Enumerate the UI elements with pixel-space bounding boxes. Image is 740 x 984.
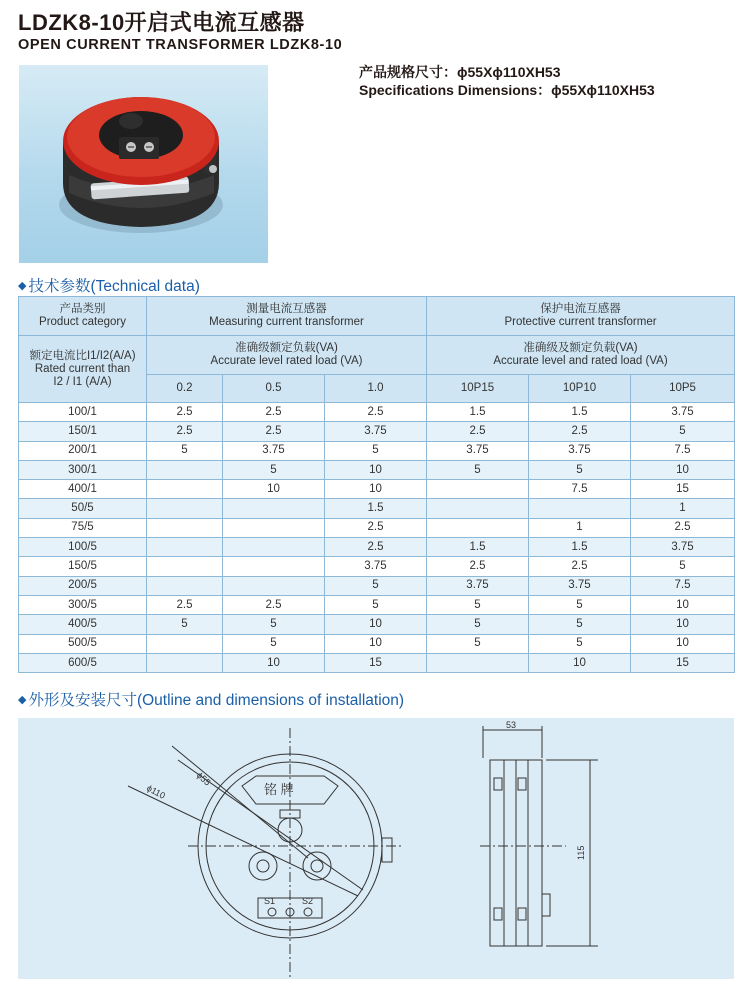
load-cell: 15 xyxy=(631,480,735,499)
load-cell: 15 xyxy=(631,653,735,672)
load-cell: 5 xyxy=(631,557,735,576)
table-row xyxy=(19,634,735,653)
load-cell: 5 xyxy=(631,422,735,441)
side-slot xyxy=(494,908,502,920)
dim-phi55-label: ϕ55 xyxy=(194,770,213,788)
load-cell: 5 xyxy=(325,576,427,595)
header-product-category: 产品类别 Product category xyxy=(19,297,147,336)
load-cell xyxy=(223,499,325,518)
table-row xyxy=(19,460,735,479)
load-cell: 10 xyxy=(223,653,325,672)
load-cell xyxy=(147,480,223,499)
class-cell: 1.0 xyxy=(325,374,427,402)
load-cell: 1.5 xyxy=(529,403,631,422)
table-row xyxy=(19,518,735,537)
page-title: LDZK8-10开启式电流互感器 xyxy=(18,10,305,35)
side-slot xyxy=(494,778,502,790)
load-cell: 10 xyxy=(325,634,427,653)
load-cell xyxy=(147,653,223,672)
nameplate-label: 铭 牌 xyxy=(264,782,294,797)
table-row xyxy=(19,653,735,672)
table-row xyxy=(19,441,735,460)
load-cell: 10 xyxy=(631,615,735,634)
class-cell: 10P10 xyxy=(529,374,631,402)
page-subtitle: OPEN CURRENT TRANSFORMER LDZK8-10 xyxy=(18,37,343,53)
table-row xyxy=(19,538,735,557)
class-cell: 0.2 xyxy=(147,374,223,402)
load-cell: 5 xyxy=(223,460,325,479)
hole-left-inner xyxy=(257,860,269,872)
load-cell: 2.5 xyxy=(427,557,529,576)
load-cell: 5 xyxy=(427,595,529,614)
table-row xyxy=(19,557,735,576)
dim-phi110-label: ϕ110 xyxy=(145,782,167,801)
dim-width-label: 53 xyxy=(506,720,517,730)
load-cell: 10 xyxy=(529,653,631,672)
load-cell: 2.5 xyxy=(529,557,631,576)
load-cell: 1 xyxy=(529,518,631,537)
load-cell xyxy=(147,518,223,537)
load-cell xyxy=(147,460,223,479)
load-cell: 2.5 xyxy=(223,422,325,441)
outline-drawing-svg xyxy=(18,718,734,979)
load-cell xyxy=(223,576,325,595)
load-cell: 5 xyxy=(147,615,223,634)
hole-left xyxy=(249,852,277,880)
ratio-cell: 500/5 xyxy=(19,634,147,653)
load-cell: 7.5 xyxy=(529,480,631,499)
class-cell: 0.5 xyxy=(223,374,325,402)
load-cell xyxy=(223,538,325,557)
dim-line-55 xyxy=(172,746,308,858)
load-cell xyxy=(223,518,325,537)
load-cell: 2.5 xyxy=(223,595,325,614)
load-cell: 10 xyxy=(631,460,735,479)
spec-line-en: Specifications Dimensions：ϕ55Xϕ110XH53 xyxy=(359,82,655,98)
header-protective: 保护电流互感器 Protective current transformer xyxy=(427,297,735,336)
load-cell xyxy=(427,480,529,499)
dim-line-110b xyxy=(128,786,358,896)
load-cell: 2.5 xyxy=(529,422,631,441)
load-cell: 3.75 xyxy=(529,441,631,460)
section-technical-label: 技术参数(Technical data) xyxy=(28,278,200,295)
product-photo xyxy=(19,65,268,263)
terminal-screw xyxy=(304,908,312,916)
section-technical xyxy=(18,274,200,296)
load-cell: 2.5 xyxy=(631,518,735,537)
table-body xyxy=(19,403,735,673)
current-transformer-image xyxy=(19,65,268,263)
dim-height-label: 115 xyxy=(576,845,586,860)
terminal-screw xyxy=(268,908,276,916)
ratio-cell: 100/1 xyxy=(19,403,147,422)
spec-block xyxy=(359,63,655,99)
load-cell: 5 xyxy=(325,441,427,460)
table-row xyxy=(19,422,735,441)
load-cell xyxy=(147,499,223,518)
header-ratio: 额定电流比I1/I2(A/A) Rated current than I2 / I1 (A/A) xyxy=(19,336,147,403)
table-load-row xyxy=(19,336,735,375)
ratio-cell: 50/5 xyxy=(19,499,147,518)
ratio-cell: 300/5 xyxy=(19,595,147,614)
load-cell: 1.5 xyxy=(529,538,631,557)
load-cell: 2.5 xyxy=(147,595,223,614)
table-row xyxy=(19,403,735,422)
load-cell xyxy=(427,518,529,537)
load-cell: 10 xyxy=(631,595,735,614)
load-cell: 5 xyxy=(529,615,631,634)
ratio-cell: 75/5 xyxy=(19,518,147,537)
load-cell xyxy=(147,634,223,653)
installation-drawing xyxy=(18,718,734,979)
load-cell: 3.75 xyxy=(631,538,735,557)
hole-right xyxy=(303,852,331,880)
side-tab xyxy=(542,894,550,916)
ratio-cell: 400/5 xyxy=(19,615,147,634)
load-cell: 1.5 xyxy=(427,403,529,422)
table-row xyxy=(19,595,735,614)
load-cell: 3.75 xyxy=(427,576,529,595)
header-load-measuring: 准确级额定负载(VA) Accurate level rated load (VA) xyxy=(147,336,427,375)
terminal-s2-label: S2 xyxy=(302,896,314,906)
side-slot xyxy=(518,908,526,920)
load-cell: 5 xyxy=(427,460,529,479)
ratio-cell: 150/1 xyxy=(19,422,147,441)
header-load-protective: 准确级及额定负载(VA) Accurate level and rated load (VA) xyxy=(427,336,735,375)
load-cell: 3.75 xyxy=(325,557,427,576)
load-cell: 10 xyxy=(325,615,427,634)
load-cell: 7.5 xyxy=(631,576,735,595)
load-cell: 1.5 xyxy=(325,499,427,518)
table-row xyxy=(19,576,735,595)
load-cell xyxy=(427,653,529,672)
ratio-cell: 400/1 xyxy=(19,480,147,499)
load-cell: 10 xyxy=(631,634,735,653)
technical-data-table xyxy=(18,296,735,673)
load-cell: 15 xyxy=(325,653,427,672)
load-cell: 2.5 xyxy=(325,518,427,537)
load-cell: 5 xyxy=(427,615,529,634)
load-cell xyxy=(147,538,223,557)
ratio-cell: 200/1 xyxy=(19,441,147,460)
load-cell: 3.75 xyxy=(529,576,631,595)
load-cell: 2.5 xyxy=(427,422,529,441)
load-cell: 2.5 xyxy=(147,422,223,441)
table-header-row xyxy=(19,297,735,336)
hole-right-inner xyxy=(311,860,323,872)
load-cell: 5 xyxy=(147,441,223,460)
load-cell: 2.5 xyxy=(325,403,427,422)
load-cell: 10 xyxy=(325,460,427,479)
spec-line-cn: 产品规格尺寸：ϕ55Xϕ110XH53 xyxy=(359,64,561,80)
load-cell xyxy=(147,576,223,595)
ratio-cell: 150/5 xyxy=(19,557,147,576)
load-cell: 3.75 xyxy=(223,441,325,460)
load-cell: 1.5 xyxy=(427,538,529,557)
load-cell: 5 xyxy=(223,615,325,634)
side-slot xyxy=(518,778,526,790)
diamond-icon: ◆ xyxy=(18,694,27,706)
table-row xyxy=(19,615,735,634)
table-row xyxy=(19,499,735,518)
load-cell: 1 xyxy=(631,499,735,518)
load-cell: 2.5 xyxy=(223,403,325,422)
ratio-cell: 600/5 xyxy=(19,653,147,672)
class-cell: 10P15 xyxy=(427,374,529,402)
load-cell: 3.75 xyxy=(631,403,735,422)
load-cell: 5 xyxy=(427,634,529,653)
load-cell: 3.75 xyxy=(427,441,529,460)
header-measuring: 测量电流互感器 Measuring current transformer xyxy=(147,297,427,336)
ratio-cell: 300/1 xyxy=(19,460,147,479)
terminal-s1-label: S1 xyxy=(264,896,276,906)
section-outline xyxy=(18,688,404,710)
class-cell: 10P5 xyxy=(631,374,735,402)
load-cell: 5 xyxy=(325,595,427,614)
section-outline-label: 外形及安装尺寸(Outline and dimensions of installation) xyxy=(28,692,405,709)
load-cell: 5 xyxy=(529,460,631,479)
load-cell xyxy=(223,557,325,576)
load-cell: 5 xyxy=(529,595,631,614)
load-cell xyxy=(147,557,223,576)
ratio-cell: 200/5 xyxy=(19,576,147,595)
ratio-cell: 100/5 xyxy=(19,538,147,557)
diamond-icon: ◆ xyxy=(18,280,27,292)
load-cell: 3.75 xyxy=(325,422,427,441)
table-row xyxy=(19,480,735,499)
load-cell: 7.5 xyxy=(631,441,735,460)
load-cell: 5 xyxy=(529,634,631,653)
load-cell: 10 xyxy=(223,480,325,499)
load-cell: 2.5 xyxy=(325,538,427,557)
load-cell xyxy=(529,499,631,518)
load-cell xyxy=(427,499,529,518)
load-cell: 5 xyxy=(223,634,325,653)
load-cell: 10 xyxy=(325,480,427,499)
side-lug xyxy=(382,838,392,862)
load-cell: 2.5 xyxy=(147,403,223,422)
